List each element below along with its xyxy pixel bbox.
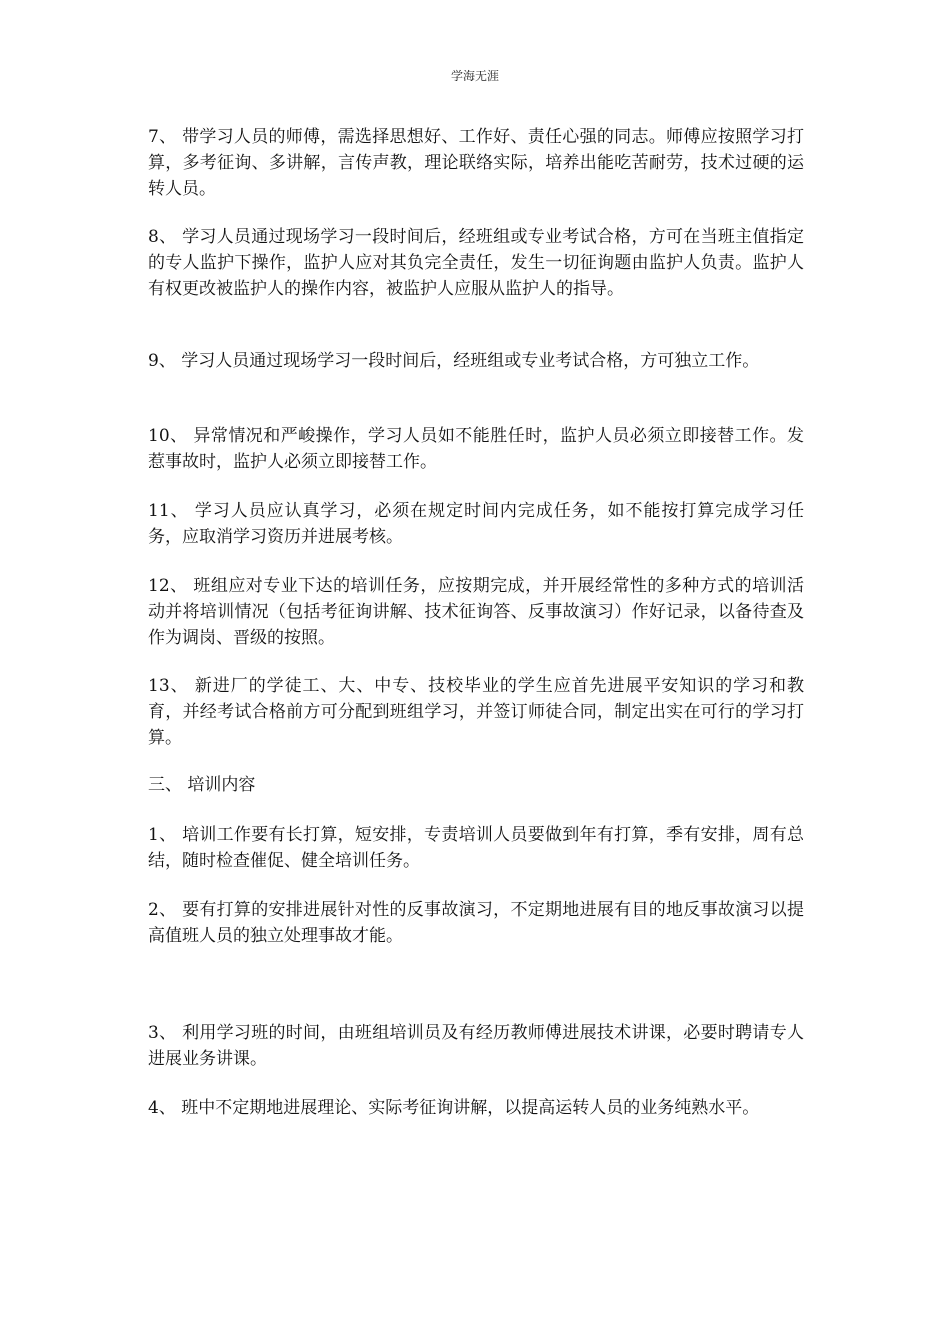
paragraph-11: 11、 学习人员应认真学习，必须在规定时间内完成任务，如不能按打算完成学习任务，应取消学习资历并进展考核。 <box>148 501 804 547</box>
paragraph-8: 8、 学习人员通过现场学习一段时间后，经班组或专业考试合格，方可在当班主值指定的专人监护下操作，监护人应对其负完全责任，发生一切征询题由监护人负责。监护人有权更改被监护人的操作内容，被监护人应服从监护人的指导。 <box>148 227 804 299</box>
training-item-2: 2、 要有打算的安排进展针对性的反事故演习，不定期地进展有目的地反事故演习以提高值班人员的独立处理事故才能。 <box>148 900 804 946</box>
paragraph-12: 12、 班组应对专业下达的培训任务，应按期完成，并开展经常性的多种方式的培训活动并将培训情况（包括考征询讲解、技术征询答、反事故演习）作好记录，以备待查及作为调岗、晋级的按照。 <box>148 576 804 648</box>
paragraph-7: 7、 带学习人员的师傅，需选择思想好、工作好、责任心强的同志。师傅应按照学习打算，多考征询、多讲解，言传声教，理论联络实际，培养出能吃苦耐劳，技术过硬的运转人员。 <box>148 127 804 199</box>
paragraph-10: 10、 异常情况和严峻操作，学习人员如不能胜任时，监护人员必须立即接替工作。发惹事故时，监护人必须立即接替工作。 <box>148 426 804 472</box>
training-item-3: 3、 利用学习班的时间，由班组培训员及有经历教师傅进展技术讲课，必要时聘请专人进展业务讲课。 <box>148 1023 804 1069</box>
section-heading-training-content: 三、 培训内容 <box>148 775 256 795</box>
paragraph-9: 9、 学习人员通过现场学习一段时间后，经班组或专业考试合格，方可独立工作。 <box>148 351 760 371</box>
paragraph-13: 13、 新进厂的学徒工、大、中专、技校毕业的学生应首先进展平安知识的学习和教育，并经考试合格前方可分配到班组学习，并签订师徒合同，制定出实在可行的学习打算。 <box>148 676 804 748</box>
training-item-4: 4、 班中不定期地进展理论、实际考征询讲解，以提高运转人员的业务纯熟水平。 <box>148 1098 760 1118</box>
page-header: 学海无涯 <box>450 69 499 83</box>
training-item-1: 1、 培训工作要有长打算，短安排，专责培训人员要做到年有打算，季有安排，周有总结，随时检查催促、健全培训任务。 <box>148 825 804 871</box>
